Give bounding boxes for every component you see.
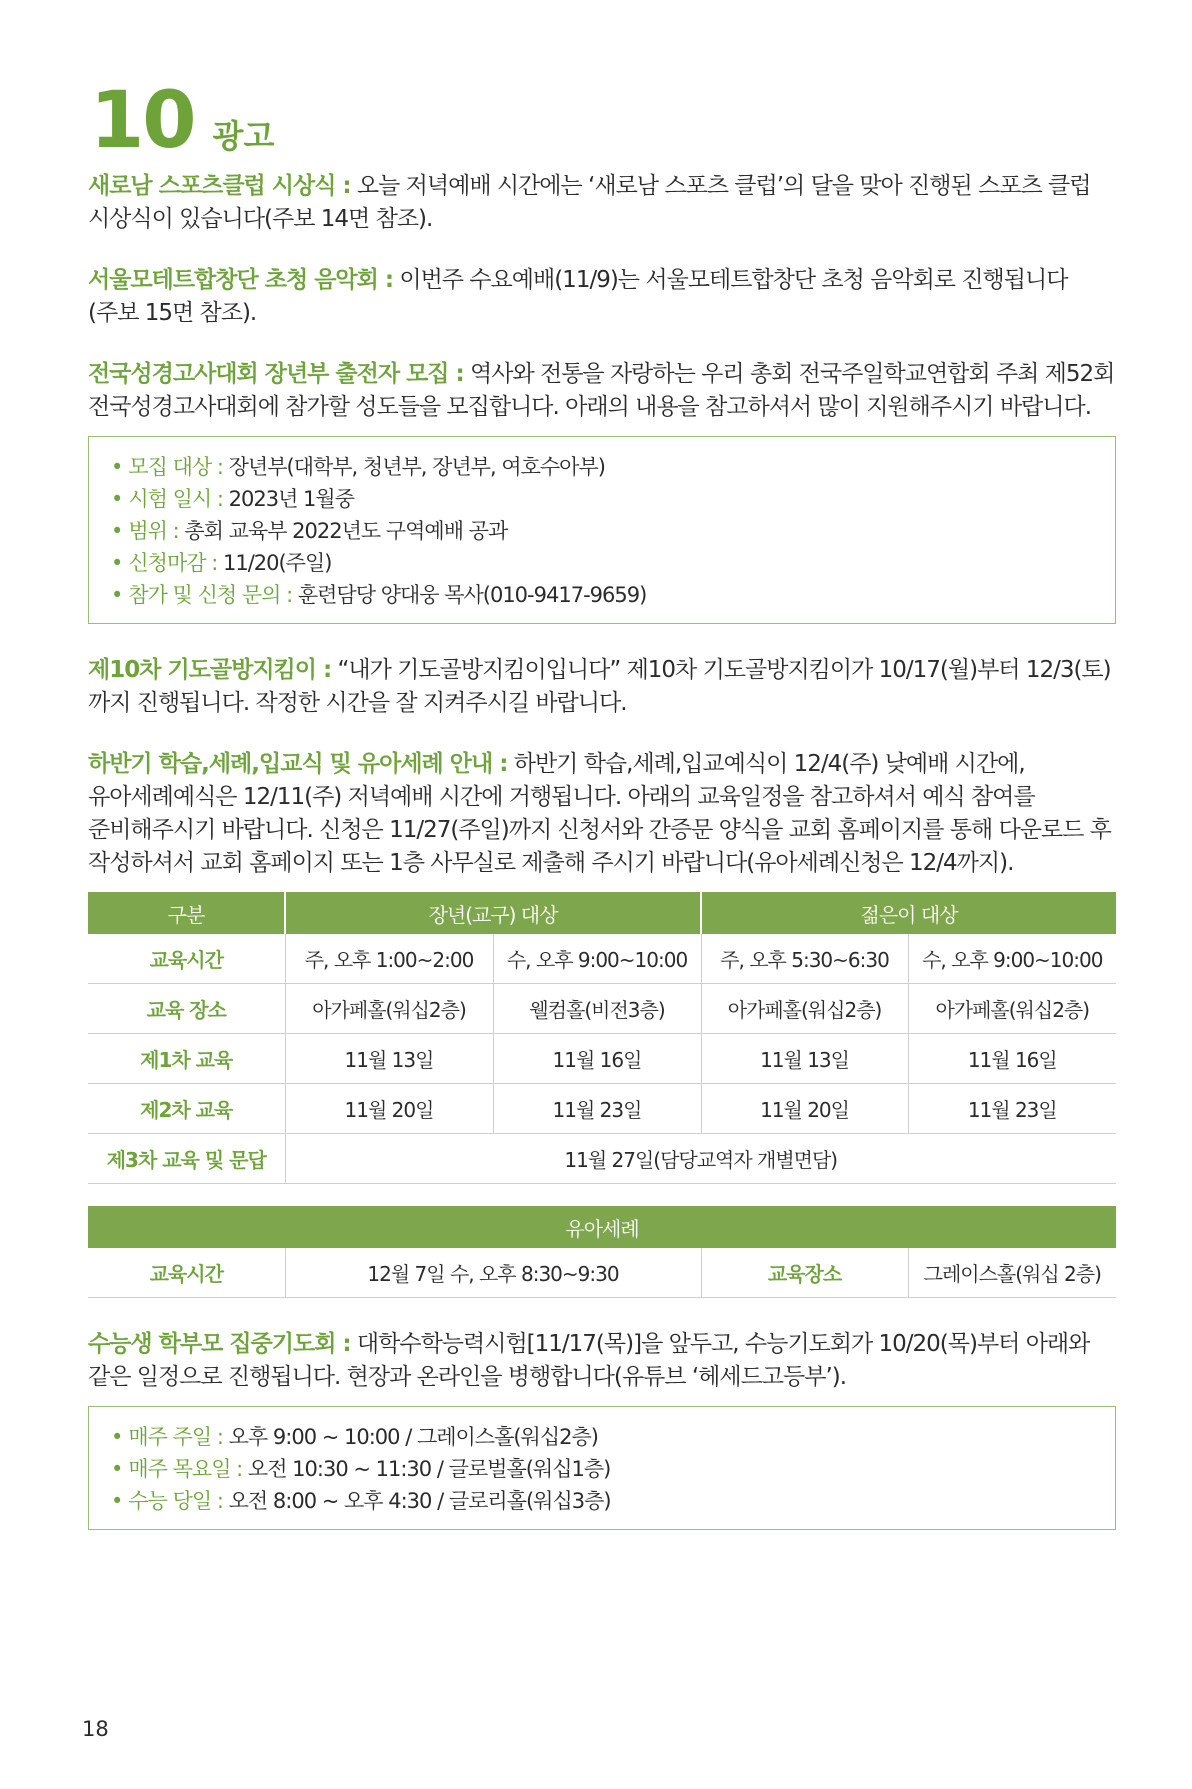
notice-text: 대학수학능력시험[11/17(목)]을 앞두고, 수능기도회가 10/20(목)부터 아래와 같은 일정으로 진행됩니다. 현장과 온라인을 병행합니다(유튜브 ‘헤세드고등부’). — [88, 1331, 1090, 1390]
row-header: 제3차 교육 및 문답 — [88, 1134, 285, 1184]
table-cell: 11월 20일 — [701, 1084, 908, 1134]
item-key: 신청마감 : — [128, 551, 218, 575]
item-value: 2023년 1월중 — [222, 487, 354, 511]
table-cell: 11월 20일 — [285, 1084, 493, 1134]
content — [88, 170, 1116, 1558]
bullet-icon: • — [111, 455, 123, 479]
list-item — [111, 483, 1093, 515]
column-header: 장년(교구) 대상 — [285, 892, 701, 934]
notice-lead: 서울모테트합창단 초청 음악회 : — [88, 267, 394, 293]
section-title: 광고 — [212, 117, 275, 155]
item-key: 참가 및 신청 문의 : — [128, 583, 293, 607]
prayer-schedule-box — [88, 1406, 1116, 1530]
item-key: 매주 목요일 : — [128, 1457, 243, 1481]
item-value: 총회 교육부 2022년도 구역예배 공과 — [178, 519, 508, 543]
bullet-icon: • — [111, 1425, 123, 1449]
list-item — [111, 547, 1093, 579]
item-value: 훈련담당 양대웅 목사(010-9417-9659) — [292, 583, 647, 607]
page-number: 18 — [82, 1717, 109, 1741]
item-key: 수능 당일 : — [128, 1489, 223, 1513]
table-cell: 수, 오후 9:00~10:00 — [908, 934, 1116, 984]
list-item — [111, 1453, 1093, 1485]
notice-lead: 전국성경고사대회 장년부 출전자 모집 : — [88, 361, 464, 387]
notice-lead: 하반기 학습,세례,입교식 및 유아세례 안내 : — [88, 751, 508, 777]
column-header: 구분 — [88, 892, 285, 934]
section-number: 10 — [90, 76, 195, 166]
list-item — [111, 579, 1093, 611]
bullet-icon: • — [111, 487, 123, 511]
row-header: 교육시간 — [88, 934, 285, 984]
item-value: 11/20(주일) — [217, 551, 332, 575]
table-cell: 아가페홀(워십2층) — [285, 984, 493, 1034]
notice-lead: 제10차 기도골방지킴이 : — [88, 657, 332, 683]
list-item — [111, 1485, 1093, 1517]
row-header: 교육시간 — [88, 1248, 285, 1298]
table-header-row — [88, 892, 1116, 934]
notice-parents-prayer — [88, 1328, 1116, 1394]
notice-concert — [88, 264, 1116, 330]
item-key: 모집 대상 : — [128, 455, 223, 479]
table-cell: 11월 13일 — [701, 1034, 908, 1084]
column-header: 젊은이 대상 — [701, 892, 1116, 934]
table-header-row — [88, 1206, 1116, 1248]
bullet-icon: • — [111, 1457, 123, 1481]
item-value: 오전 10:30 ~ 11:30 / 글로벌홀(워십1층) — [242, 1457, 611, 1481]
list-item — [111, 515, 1093, 547]
table-cell: 11월 16일 — [908, 1034, 1116, 1084]
infant-baptism-table — [88, 1206, 1116, 1298]
table-cell: 웰컴홀(비전3층) — [493, 984, 701, 1034]
item-value: 오전 8:00 ~ 오후 4:30 / 글로리홀(워십3층) — [222, 1489, 611, 1513]
table-cell: 11월 23일 — [493, 1084, 701, 1134]
notice-text: “내가 기도골방지킴이입니다” 제10차 기도골방지킴이가 10/17(월)부터 12/3(토)까지 진행됩니다. 작정한 시간을 잘 지켜주시길 바랍니다. — [88, 657, 1111, 716]
table-cell: 11월 23일 — [908, 1084, 1116, 1134]
table-cell: 수, 오후 9:00~10:00 — [493, 934, 701, 984]
row-header: 교육장소 — [701, 1248, 908, 1298]
table-cell: 11월 13일 — [285, 1034, 493, 1084]
list-item — [111, 451, 1093, 483]
table-cell: 아가페홀(워십2층) — [701, 984, 908, 1034]
table-row — [88, 984, 1116, 1034]
table-row — [88, 1084, 1116, 1134]
notice-text: 역사와 전통을 자랑하는 우리 총회 전국주일학교연합회 주최 제52회 전국성경고사대회에 참가할 성도들을 모집합니다. 아래의 내용을 참고하셔서 많이 지원해주시기 바랍니다. — [88, 361, 1115, 420]
notice-lead: 새로남 스포츠클럽 시상식 : — [88, 173, 351, 199]
table-row — [88, 1134, 1116, 1184]
table-cell: 그레이스홀(워십 2층) — [908, 1248, 1116, 1298]
education-schedule-table — [88, 892, 1116, 1184]
table-cell: 11월 27일(담당교역자 개별면담) — [285, 1134, 1116, 1184]
table-cell: 주, 오후 1:00~2:00 — [285, 934, 493, 984]
row-header: 제1차 교육 — [88, 1034, 285, 1084]
notice-bible-contest — [88, 358, 1116, 424]
notice-prayer-keeper — [88, 654, 1116, 720]
table-cell: 11월 16일 — [493, 1034, 701, 1084]
section-header — [90, 76, 275, 166]
notice-text: 오늘 저녁예배 시간에는 ‘새로남 스포츠 클럽’의 달을 맞아 진행된 스포츠 클럽 시상식이 있습니다(주보 14면 참조). — [88, 173, 1091, 232]
item-key: 범위 : — [128, 519, 179, 543]
table-cell: 주, 오후 5:30~6:30 — [701, 934, 908, 984]
table-row — [88, 1248, 1116, 1298]
row-header: 교육 장소 — [88, 984, 285, 1034]
bullet-icon: • — [111, 551, 123, 575]
notice-text: 하반기 학습,세례,입교예식이 12/4(주) 낮예배 시간에, 유아세례예식은 12/11(주) 저녁예배 시간에 거행됩니다. 아래의 교육일정을 참고하셔서 예식 참여를 준비해주시기 바랍니다. 신청은 11/27(주일)까지 신청서와 간증문 양식을 교회 홈페이지를 통해 다운로드 후 작성하셔서 교회 홈페이지 또는 1층 사무실로 제출해 주시기 바랍니다(유아세례신청은 12/4까지). — [88, 751, 1111, 876]
bullet-icon: • — [111, 583, 123, 607]
row-header: 제2차 교육 — [88, 1084, 285, 1134]
notice-baptism — [88, 748, 1116, 880]
table-cell: 아가페홀(워십2층) — [908, 984, 1116, 1034]
item-key: 시험 일시 : — [128, 487, 223, 511]
list-item — [111, 1421, 1093, 1453]
notice-text: 이번주 수요예배(11/9)는 서울모테트합창단 초청 음악회로 진행됩니다(주보 15면 참조). — [88, 267, 1068, 326]
notice-lead: 수능생 학부모 집중기도회 : — [88, 1331, 351, 1357]
table-cell: 12월 7일 수, 오후 8:30~9:30 — [285, 1248, 701, 1298]
table-row — [88, 934, 1116, 984]
item-value: 오후 9:00 ~ 10:00 / 그레이스홀(워십2층) — [222, 1425, 598, 1449]
column-header: 유아세례 — [88, 1206, 1116, 1248]
bullet-icon: • — [111, 1489, 123, 1513]
item-key: 매주 주일 : — [128, 1425, 223, 1449]
notice-sports-club — [88, 170, 1116, 236]
contest-details-box — [88, 436, 1116, 624]
item-value: 장년부(대학부, 청년부, 장년부, 여호수아부) — [222, 455, 605, 479]
bullet-icon: • — [111, 519, 123, 543]
table-row — [88, 1034, 1116, 1084]
